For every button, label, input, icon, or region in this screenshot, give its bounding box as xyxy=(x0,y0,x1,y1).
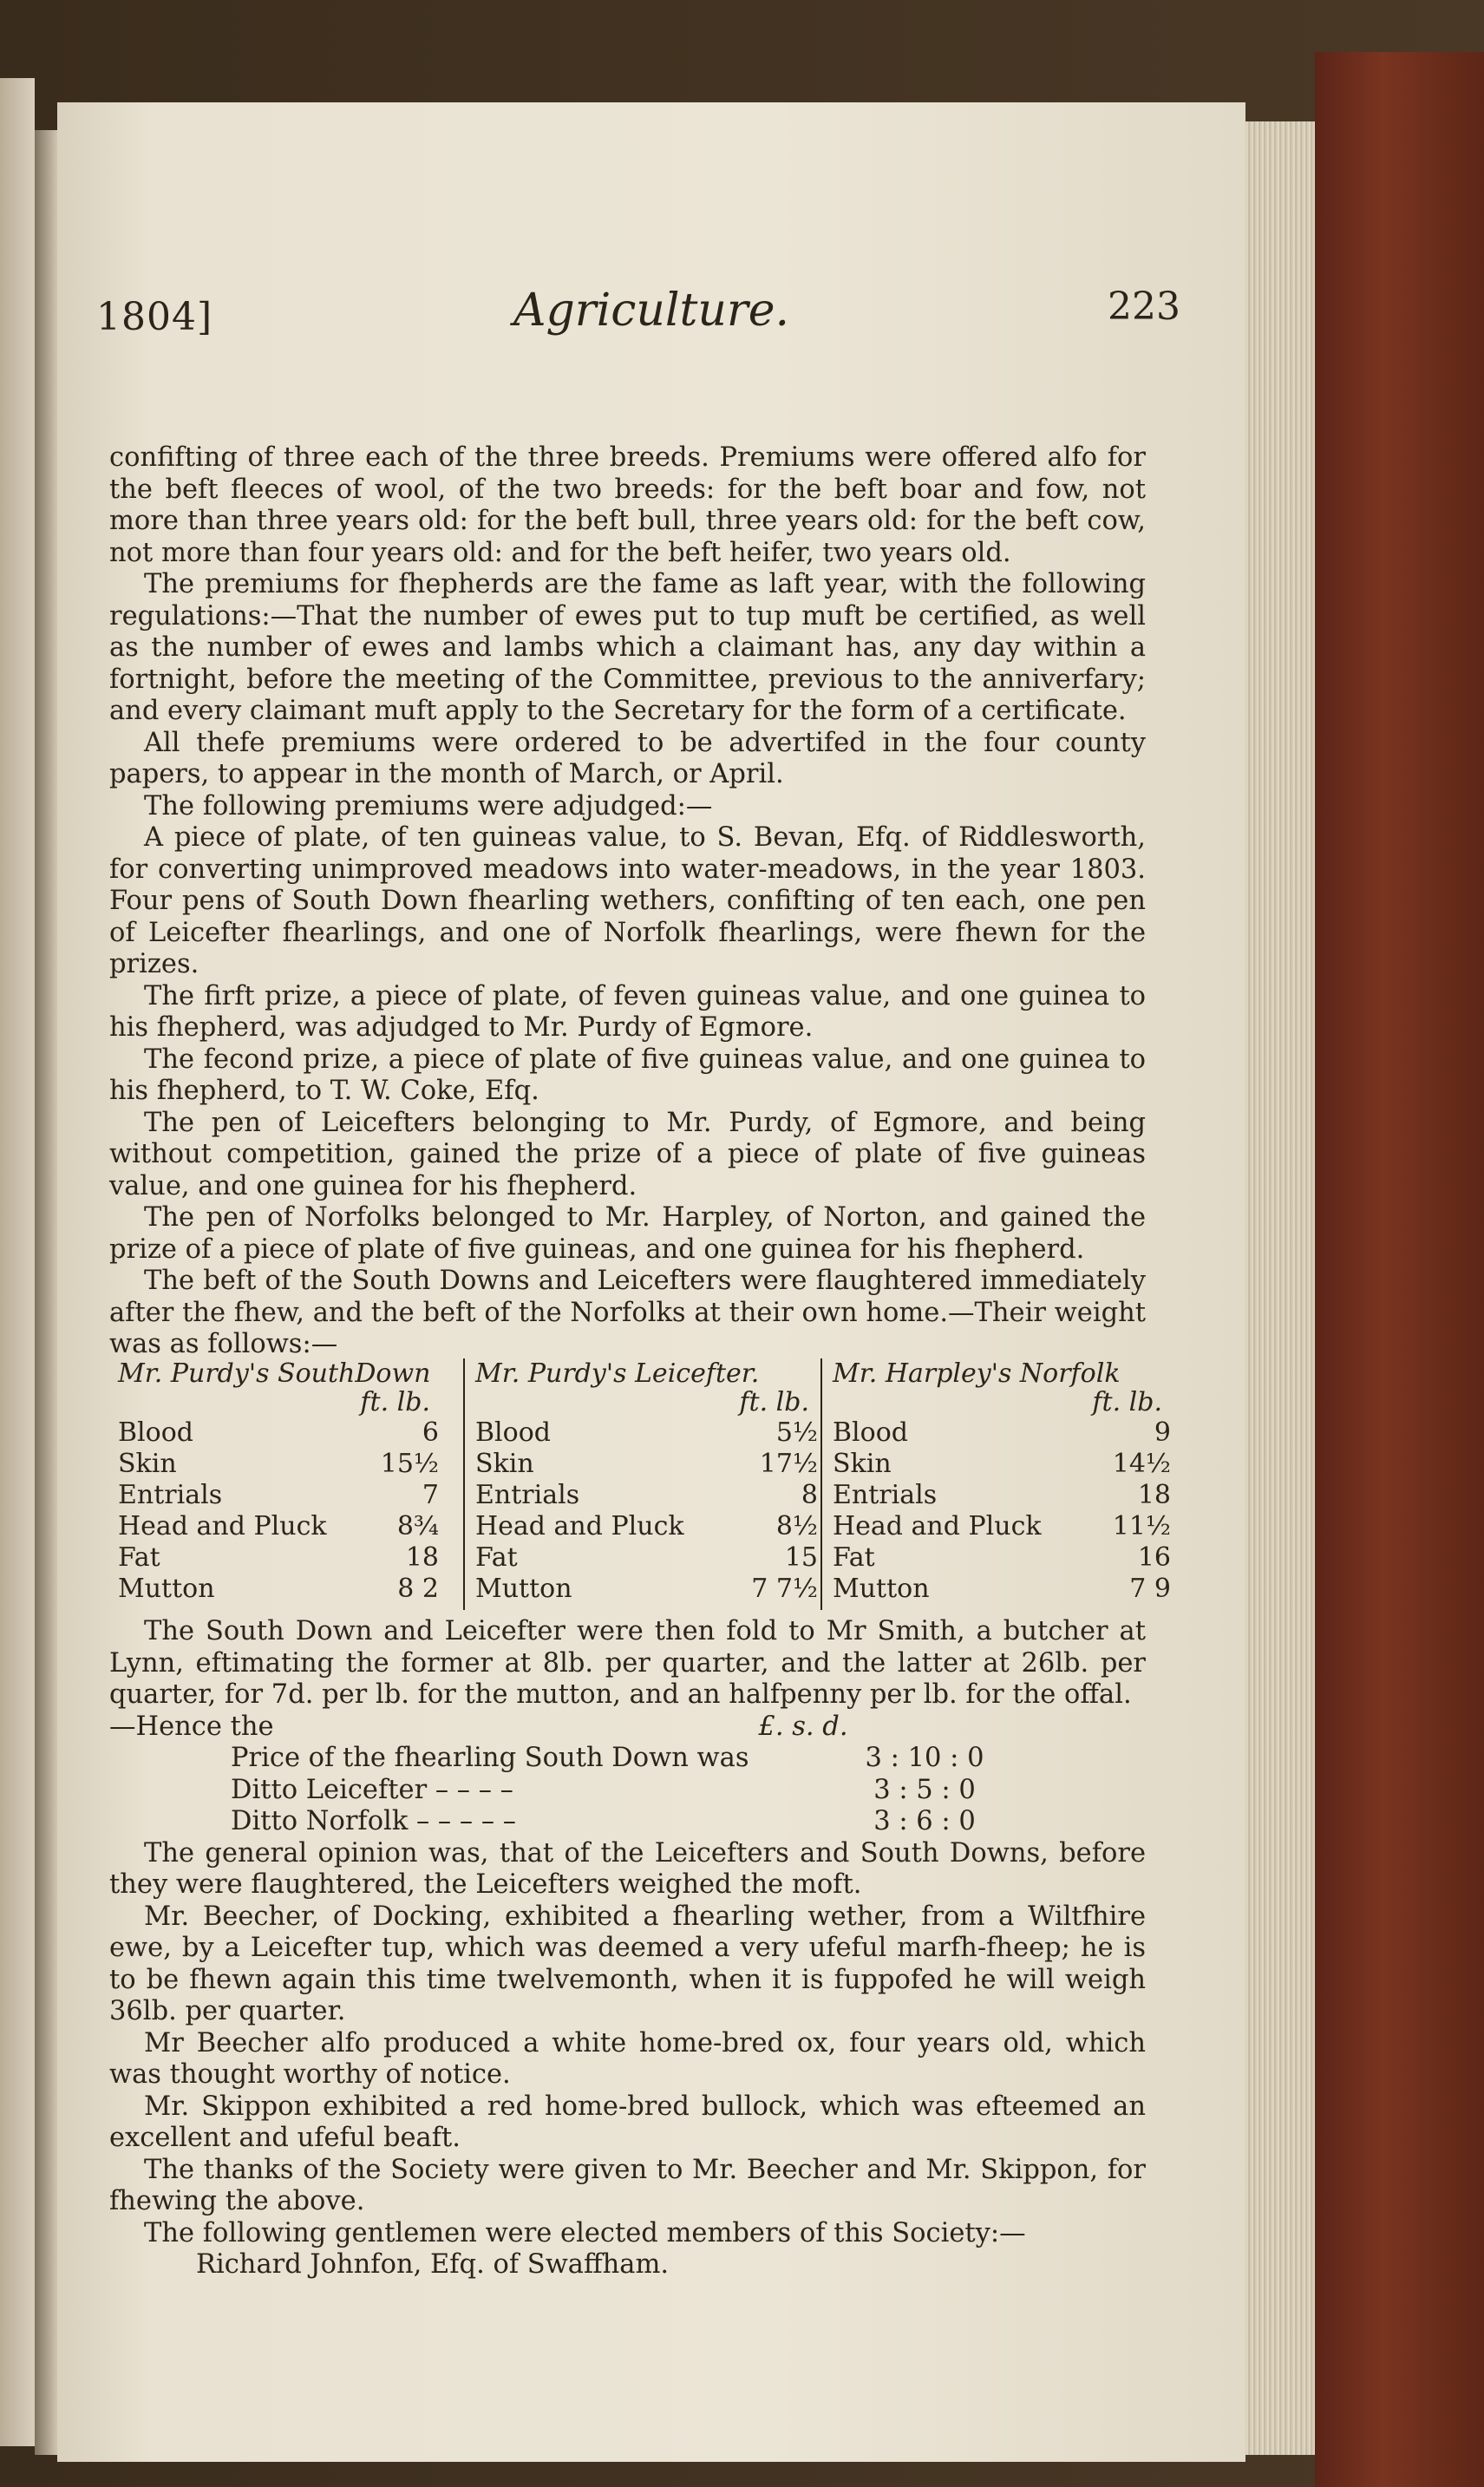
price-value: 3 : 5 : 0 xyxy=(873,1774,976,1805)
paragraph: The thanks of the Society were given to Mr. Beecher and Mr. Skippon, for fhewing the above. xyxy=(109,2154,1146,2216)
table-row xyxy=(475,1511,818,1542)
table-row xyxy=(118,1542,439,1574)
row-value: 5½ xyxy=(775,1417,818,1448)
table-row xyxy=(118,1417,439,1449)
paragraph: A piece of plate, of ten guineas value, to S. Bevan, Efq. of Riddlesworth, for converting unimproved meadows into water-meadows, in the year 1803. Four pens of South Down fhearling wethers, confifting of ten each, one pen of Leicefter fhearlings, and one of Norfolk fhearlings, were fhewn for the prizes. xyxy=(109,822,1146,979)
row-value: 8 xyxy=(801,1480,818,1510)
row-label: Skin xyxy=(475,1449,534,1479)
row-label: Head and Pluck xyxy=(118,1511,327,1541)
price-lead: —Hence the xyxy=(109,1711,274,1742)
price-value: 3 : 6 : 0 xyxy=(873,1806,976,1836)
paragraph: Mr Beecher alfo produced a white home-bred ox, four years old, which was thought worthy of notice. xyxy=(109,2027,1146,2090)
weights-tables xyxy=(109,1358,1171,1619)
row-label: Head and Pluck xyxy=(833,1511,1042,1541)
left-page-edge xyxy=(0,78,35,2446)
paragraph: The pen of Norfolks belonged to Mr. Harpley, of Norton, and gained the prize of a piece of plate of five guineas, and one guinea for his fhepherd. xyxy=(109,1202,1146,1265)
table-units: ft. lb. xyxy=(1092,1387,1162,1417)
row-label: Fat xyxy=(118,1542,160,1573)
price-value: 3 : 10 : 0 xyxy=(865,1743,984,1773)
page-block-edge xyxy=(1245,121,1315,2455)
table-row xyxy=(833,1480,1171,1511)
header-title: Agriculture. xyxy=(513,285,790,337)
row-value: 8½ xyxy=(775,1511,818,1541)
row-label: Fat xyxy=(475,1542,518,1573)
price-row xyxy=(231,1775,1081,1807)
row-value: 16 xyxy=(1137,1542,1171,1573)
row-label: Entrials xyxy=(833,1480,938,1510)
table-units: ft. lb. xyxy=(739,1387,809,1417)
row-value: 8 2 xyxy=(397,1574,439,1604)
table-row xyxy=(833,1417,1171,1449)
table-row xyxy=(118,1449,439,1480)
row-label: Head and Pluck xyxy=(475,1511,684,1541)
paragraph: The beft of the South Downs and Leicefters were flaughtered immediately after the fhew, and the beft of the Norfolks at their own home.—Their weight was as follows:— xyxy=(109,1266,1146,1359)
table-row xyxy=(833,1511,1171,1542)
row-label: Blood xyxy=(833,1417,908,1448)
running-header xyxy=(57,285,1245,363)
book-gutter xyxy=(35,130,57,2455)
price-row xyxy=(231,1743,1081,1775)
row-value: 7 7½ xyxy=(751,1574,818,1604)
table-row xyxy=(118,1480,439,1511)
price-header xyxy=(109,1711,1146,1744)
row-value: 8¾ xyxy=(396,1511,439,1541)
paragraph: The following gentlemen were elected members of this Society:— xyxy=(144,2217,1026,2248)
table-leicester xyxy=(463,1358,818,1610)
body-text-top xyxy=(109,442,1146,1361)
paragraph: confifting of three each of the three breeds. Premiums were offered alfo for the beft fleeces of wool, of the two breeds: for the beft boar and fow, not more than three years old: for the beft bull, three years old: for the beft cow, not more than four years old: and for the beft heifer, two years old. xyxy=(109,442,1146,568)
table-row xyxy=(475,1417,818,1449)
row-label: Entrials xyxy=(475,1480,580,1510)
price-list xyxy=(231,1743,1081,1838)
table-southdown xyxy=(118,1358,439,1610)
paragraph: The firft prize, a piece of plate, of feven guineas value, and one guinea to his fhepherd, was adjudged to Mr. Purdy of Egmore. xyxy=(109,980,1146,1043)
price-label: Price of the fhearling South Down was xyxy=(231,1743,749,1773)
table-title: Mr. Purdy's Leicefter. xyxy=(475,1358,760,1389)
paragraph: Richard Johnfon, Efq. of Swaffham. xyxy=(196,2249,670,2280)
price-label: Ditto Norfolk – – – – – xyxy=(231,1806,517,1836)
row-label: Skin xyxy=(833,1449,892,1479)
paragraph: The South Down and Leicefter were then fold to Mr Smith, a butcher at Lynn, eftimating the former at 8lb. per quarter, and the latter at 26lb. per quarter, for 7d. per lb. for the mutton, and an halfpenny per lb. for the offal. xyxy=(109,1616,1146,1710)
row-label: Entrials xyxy=(118,1480,223,1510)
row-value: 15½ xyxy=(380,1449,439,1479)
paragraph: The following premiums were adjudged:— xyxy=(144,790,713,821)
table-row xyxy=(833,1542,1171,1574)
paragraph: Mr. Beecher, of Docking, exhibited a fhearling wether, from a Wiltfhire ewe, by a Leicefter tup, which was deemed a very ufeful marfh-fheep; he is to be fhewn again this time twelvemonth, when it is fuppofed he will weigh 36lb. per quarter. xyxy=(109,1901,1146,2026)
row-value: 14½ xyxy=(1112,1449,1171,1479)
table-row xyxy=(475,1574,818,1605)
price-label: Ditto Leicefter – – – – xyxy=(231,1774,513,1805)
row-value: 18 xyxy=(1137,1480,1171,1510)
row-label: Blood xyxy=(475,1417,551,1448)
book-page xyxy=(57,102,1245,2462)
row-value: 6 xyxy=(422,1417,439,1448)
table-row xyxy=(833,1449,1171,1480)
table-title: Mr. Harpley's Norfolk xyxy=(833,1358,1121,1389)
paragraph: The general opinion was, that of the Leicefters and South Downs, before they were flaughtered, the Leicefters weighed the moft. xyxy=(109,1837,1146,1900)
paragraph: The premiums for fhepherds are the fame as laft year, with the following regulations:—That the number of ewes put to tup muft be certified, as well as the number of ewes and lambs which a claimant has, any day within a fortnight, before the meeting of the Committee, previous to the anniverfary; and every claimant muft apply to the Secretary for the form of a certificate. xyxy=(109,569,1146,726)
row-label: Mutton xyxy=(833,1574,930,1604)
table-row xyxy=(475,1480,818,1511)
row-label: Mutton xyxy=(475,1574,572,1604)
row-value: 11½ xyxy=(1112,1511,1171,1541)
row-value: 9 xyxy=(1154,1417,1171,1448)
row-value: 7 xyxy=(422,1480,439,1510)
table-units: ft. lb. xyxy=(360,1387,430,1417)
currency-header: £. s. d. xyxy=(758,1711,848,1742)
table-title: Mr. Purdy's SouthDown xyxy=(118,1358,431,1389)
row-label: Skin xyxy=(118,1449,177,1479)
table-row xyxy=(475,1449,818,1480)
paragraph: The pen of Leicefters belonging to Mr. Purdy, of Egmore, and being without competition, gained the prize of a piece of plate of five guineas value, and one guinea for his fhepherd. xyxy=(109,1107,1146,1201)
table-row xyxy=(118,1511,439,1542)
table-row xyxy=(833,1574,1171,1605)
row-value: 18 xyxy=(405,1542,439,1573)
body-text-bottom xyxy=(109,1616,1146,2281)
row-value: 15 xyxy=(784,1542,818,1573)
row-label: Blood xyxy=(118,1417,193,1448)
header-year: 1804] xyxy=(96,295,213,339)
page-number: 223 xyxy=(1108,285,1180,329)
row-value: 7 9 xyxy=(1129,1574,1171,1604)
book-cover xyxy=(1315,52,1484,2487)
row-label: Fat xyxy=(833,1542,875,1573)
paragraph: All thefe premiums were ordered to be advertifed in the four county papers, to appear in the month of March, or April. xyxy=(109,727,1146,789)
paragraph: The fecond prize, a piece of plate of five guineas value, and one guinea to his fhepherd, to T. W. Coke, Efq. xyxy=(109,1044,1146,1106)
row-value: 17½ xyxy=(759,1449,818,1479)
table-row xyxy=(118,1574,439,1605)
paragraph: Mr. Skippon exhibited a red home-bred bullock, which was efteemed an excellent and ufeful beaft. xyxy=(109,2091,1146,2153)
price-row xyxy=(231,1806,1081,1838)
row-label: Mutton xyxy=(118,1574,215,1604)
table-norfolk xyxy=(820,1358,1171,1610)
table-row xyxy=(475,1542,818,1574)
